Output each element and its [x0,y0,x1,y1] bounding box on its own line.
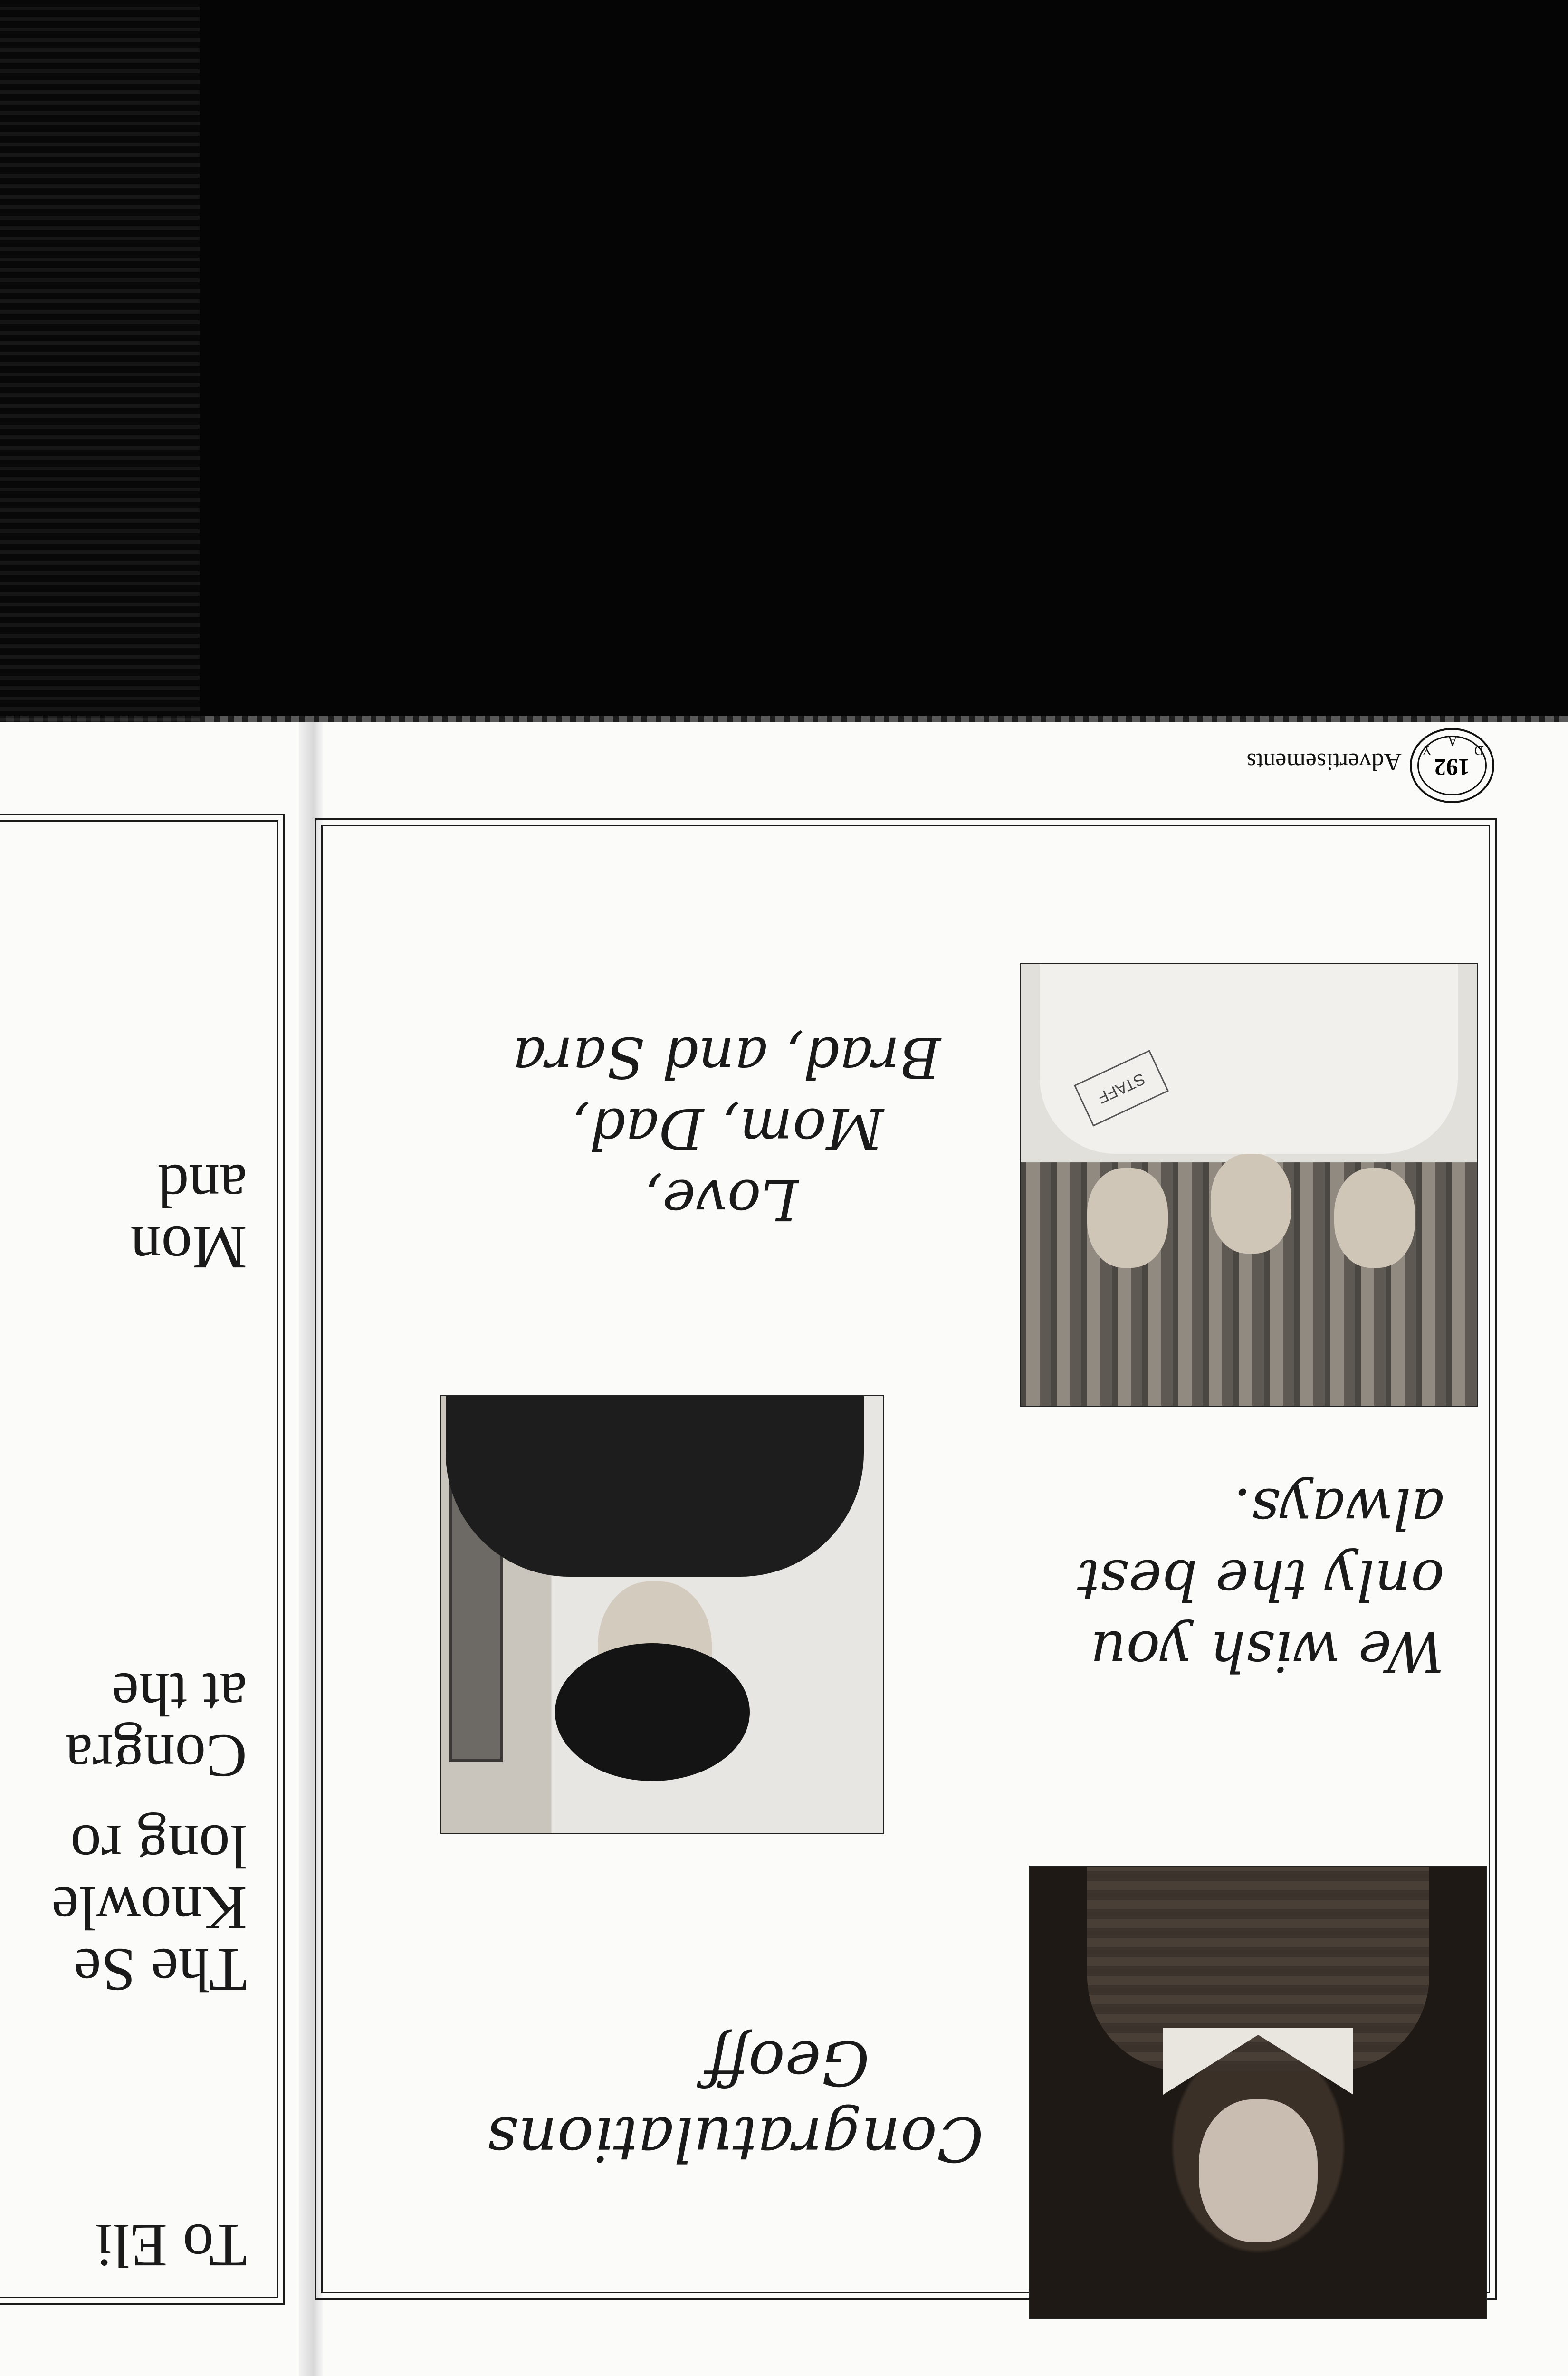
congratulations-heading [487,2024,984,2176]
scanner-black-margin [0,0,1568,722]
badge-letter: Y [1422,743,1432,757]
photo-boy-with-hat [440,1395,884,1834]
badge-letter: D [1474,743,1484,757]
photo-geoff-portrait [1029,1866,1487,2319]
congratulations-text: Congratulations [487,2103,984,2174]
photo-face [1199,2099,1318,2242]
facing-text-line: To Eli [95,2211,247,2280]
photo-face [1087,1168,1168,1268]
facing-text-line: long ro [70,1812,247,1880]
facing-advertisement-frame [0,814,285,2305]
love-line-3: Brad, and Sara [512,1025,941,1090]
photo-face [1211,1154,1291,1254]
photo-body [446,1396,864,1577]
facing-text-line: Congra [65,1722,247,1790]
badge-letter: A [1447,733,1457,748]
facing-text-line: The Se [74,1935,247,2004]
wish-line-3: always. [1233,1476,1444,1542]
wish-line-2: only the best [1077,1547,1444,1613]
love-line-1: Love, [644,1167,798,1233]
photo-three-children [1020,963,1478,1407]
photo-shirt [1087,1866,1429,2071]
facing-advertisement-inner-frame [0,820,278,2298]
staff-tag: STAFF [1074,1050,1169,1126]
signature-message [513,1022,941,1236]
photo-hat [555,1643,750,1781]
wish-message [1077,1473,1444,1687]
binding-ridges [0,0,200,722]
section-label: Advertisements [1246,748,1402,775]
facing-text-line: and [158,1151,247,1220]
page-number: 192 [1434,754,1470,781]
photo-shirts [1040,964,1458,1154]
page-number-badge [1410,728,1494,803]
scanner-edge [0,716,1568,722]
love-line-2: Mom, Dad, [572,1096,884,1161]
wish-line-1: We wish you [1090,1619,1444,1684]
honoree-name: Geoff [705,2027,870,2098]
facing-text-line: Mon [130,1213,247,1282]
facing-text-line: Knowle [51,1874,247,1942]
facing-text-line: at the [111,1660,247,1728]
photo-face [1334,1168,1415,1268]
